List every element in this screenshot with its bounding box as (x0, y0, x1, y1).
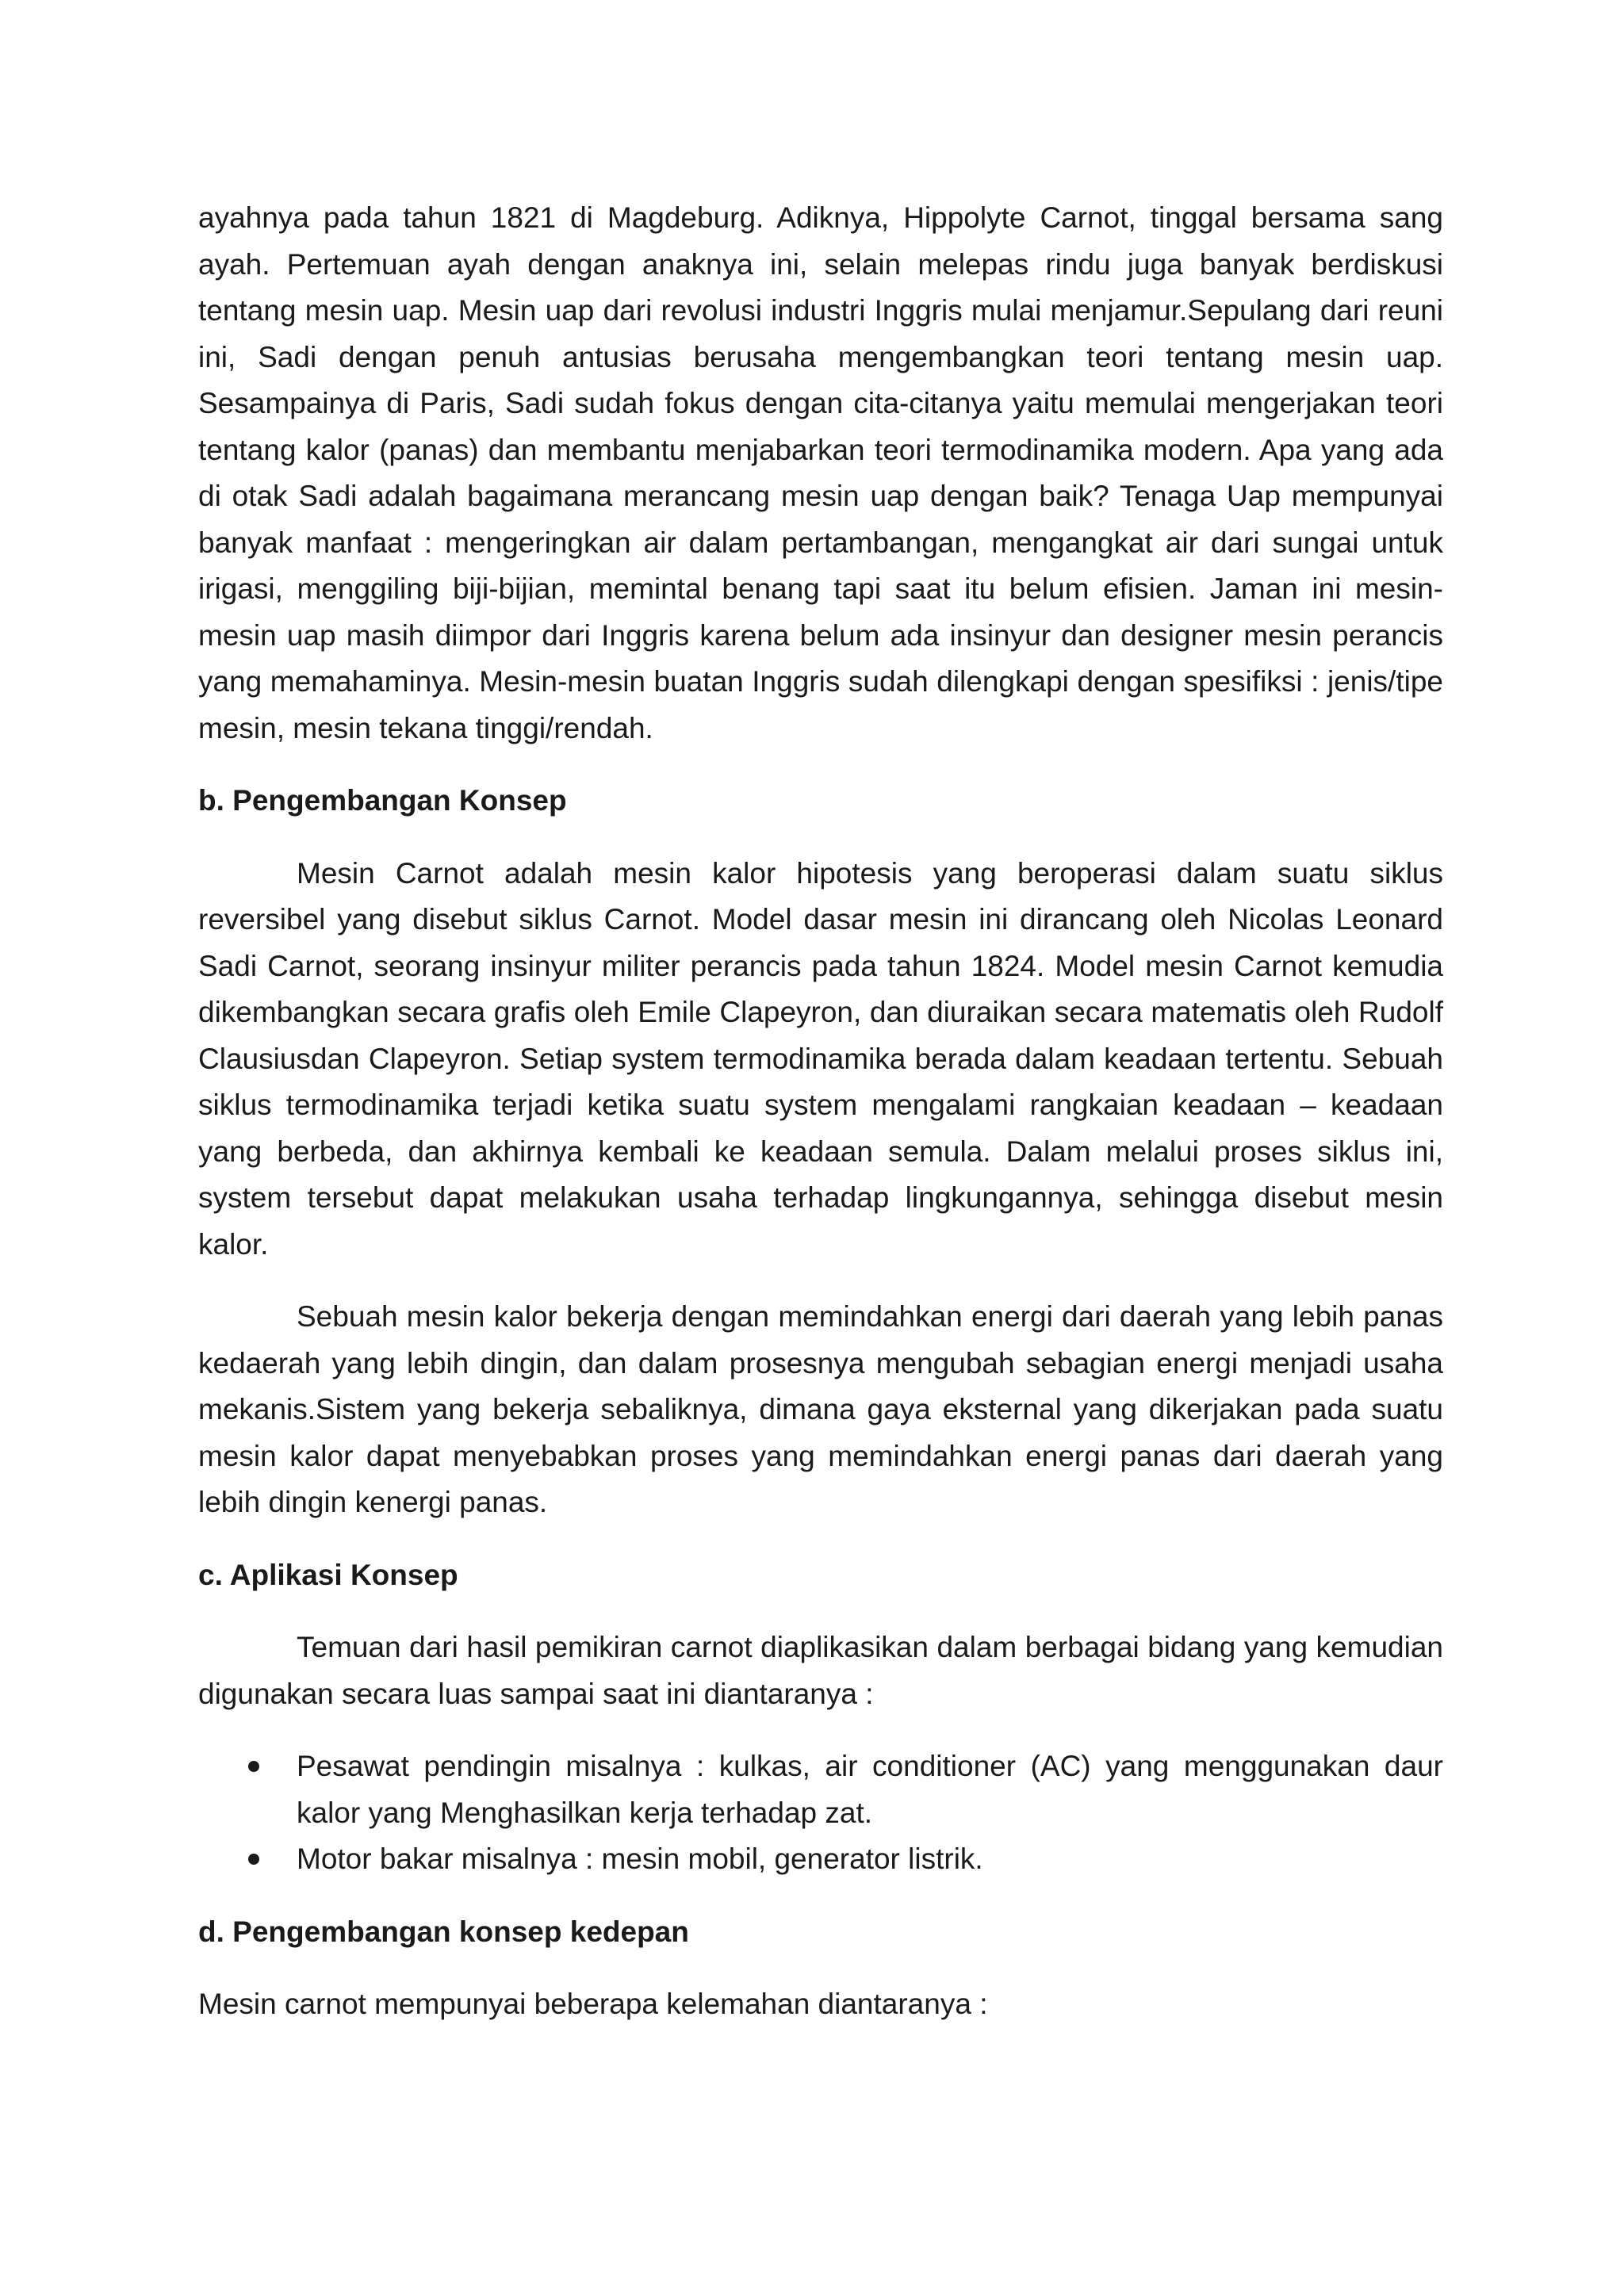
applications-list (198, 1743, 1443, 1883)
section-d-heading: d. Pengembangan konsep kedepan (198, 1915, 689, 1948)
section-b-heading: b. Pengembangan Konsep (198, 784, 567, 817)
document-page (198, 195, 1443, 2028)
section-b-paragraph-2: Sebuah mesin kalor bekerja dengan memindahkan energi dari daerah yang lebih panas kedaerah yang lebih dingin, dan dalam prosesnya mengubah sebagian energi menjadi usaha mekanis.Sistem yang bekerja sebaliknya, dimana gaya eksternal yang dikerjakan pada suatu mesin kalor dapat menyebabkan proses yang memindahkan energi panas dari daerah yang lebih dingin kenergi panas. (198, 1300, 1443, 1518)
section-c-paragraph: Temuan dari hasil pemikiran carnot diaplikasikan dalam berbagai bidang yang kemudian digunakan secara luas sampai saat ini diantaranya : (198, 1631, 1443, 1710)
list-item-text: Pesawat pendingin misalnya : kulkas, air conditioner (AC) yang menggunakan daur kalor yang Menghasilkan kerja terhadap zat. (297, 1750, 1443, 1829)
intro-paragraph: ayahnya pada tahun 1821 di Magdeburg. Adiknya, Hippolyte Carnot, tinggal bersama sang ayah. Pertemuan ayah dengan anaknya ini, selain melepas rindu juga banyak berdiskusi tentang mesin uap. Mesin uap dari revolusi industri Inggris mulai menjamur.Sepulang dari reuni ini, Sadi dengan penuh antusias berusaha mengembangkan teori tentang mesin uap. Sesampainya di Paris, Sadi sudah fokus dengan cita-citanya yaitu memulai mengerjakan teori tentang kalor (panas) dan membantu menjabarkan teori termodinamika modern. Apa yang ada di otak Sadi adalah bagaimana merancang mesin uap dengan baik? Tenaga Uap mempunyai banyak manfaat : mengeringkan air dalam pertambangan, mengangkat air dari sungai untuk irigasi, menggiling biji-bijian, memintal benang tapi saat itu belum efisien. Jaman ini mesin-mesin uap masih diimpor dari Inggris karena belum ada insinyur dan designer mesin perancis yang memahaminya. Mesin-mesin buatan Inggris sudah dilengkapi dengan spesifiksi : jenis/tipe mesin, mesin tekana tinggi/rendah. (198, 201, 1443, 744)
list-item (198, 1743, 1443, 1836)
bullet-icon (248, 1854, 259, 1865)
section-d-paragraph: Mesin carnot mempunyai beberapa kelemahan diantaranya : (198, 1988, 988, 2020)
section-b-paragraph-1: Mesin Carnot adalah mesin kalor hipotesis yang beroperasi dalam suatu siklus reversibel yang disebut siklus Carnot. Model dasar mesin ini dirancang oleh Nicolas Leonard Sadi Carnot, seorang insinyur militer perancis pada tahun 1824. Model mesin Carnot kemudia dikembangkan secara grafis oleh Emile Clapeyron, dan diuraikan secara matematis oleh Rudolf Clausiusdan Clapeyron. Setiap system termodinamika berada dalam keadaan tertentu. Sebuah siklus termodinamika terjadi ketika suatu system mengalami rangkaian keadaan – keadaan yang berbeda, dan akhirnya kembali ke keadaan semula. Dalam melalui proses siklus ini, system tersebut dapat melakukan usaha terhadap lingkungannya, sehingga disebut mesin kalor. (198, 856, 1443, 1261)
list-item (198, 1836, 1443, 1883)
bullet-icon (248, 1761, 259, 1772)
section-c-heading: c. Aplikasi Konsep (198, 1558, 458, 1591)
list-item-text: Motor bakar misalnya : mesin mobil, generator listrik. (297, 1843, 983, 1875)
